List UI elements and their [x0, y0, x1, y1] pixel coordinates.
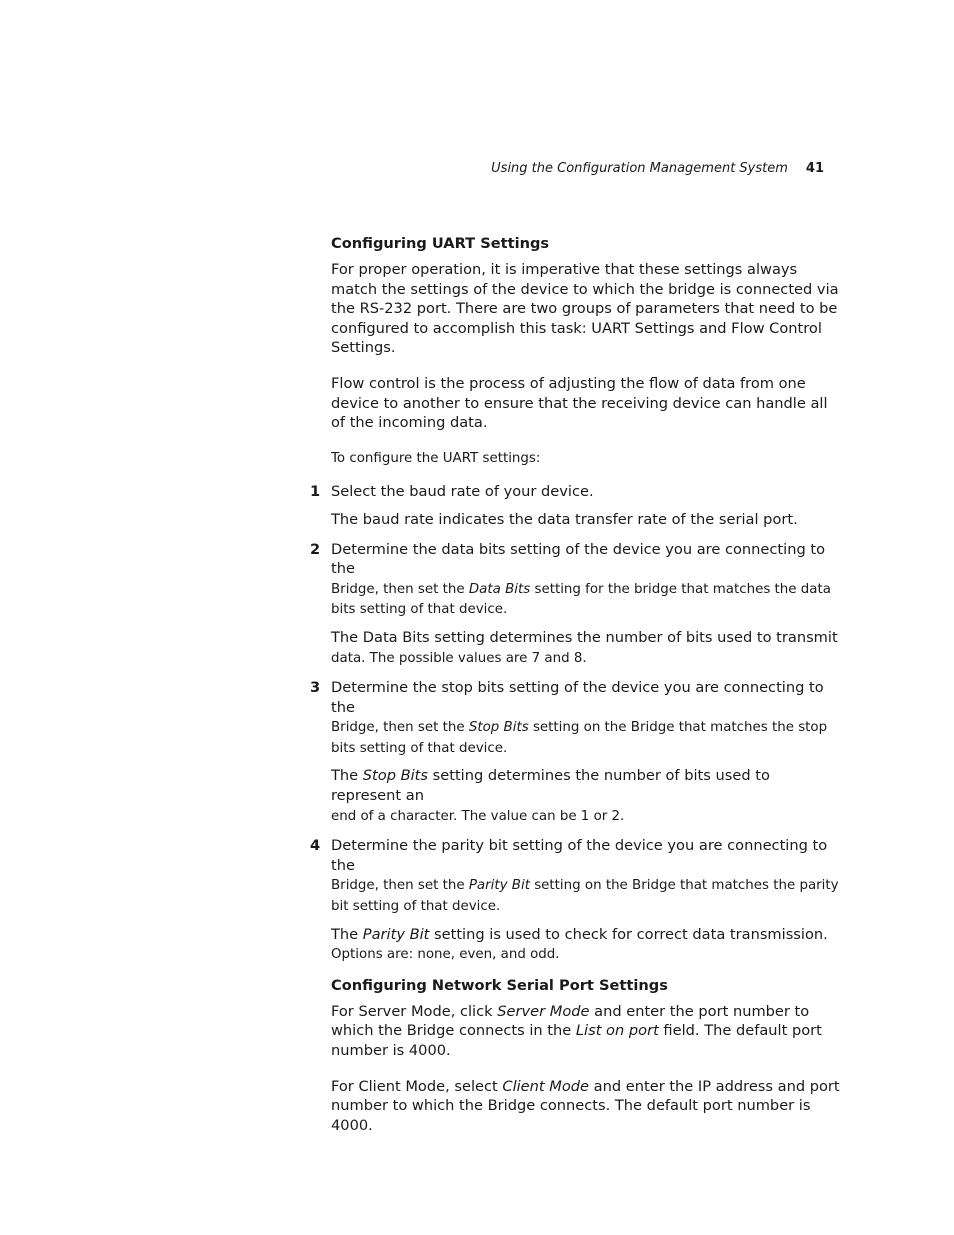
page-number: 41 [805, 161, 824, 176]
step-text: Select the baud rate of your device. [331, 483, 594, 501]
step-number: 3 [310, 679, 321, 697]
step-text: Determine the stop bits setting of the device you are connecting to the Bridge, then set the Stop Bits setting on the Bridge that matches the stop bits setting of that device. [331, 679, 828, 756]
step-description: The Data Bits setting determines the number of bits used to transmit data. The possible values are 7 and 8. [331, 628, 838, 666]
running-header [0, 159, 824, 179]
step-number: 2 [310, 540, 321, 558]
header-title: Using the Configuration Management System [491, 161, 788, 176]
step-1 [310, 482, 843, 529]
step-3 [310, 678, 843, 826]
step-text: Determine the data bits setting of the device you are connecting to the Bridge, then set the Data Bits setting for the bridge that matches the data bits setting of that device. [331, 540, 831, 618]
step-description: The Parity Bit setting is used to check for correct data transmission. Options are: none, even, and odd. [331, 925, 828, 963]
heading-uart-settings: Configuring UART Settings [331, 235, 550, 252]
step-text: Determine the parity bit setting of the device you are connecting to the Bridge, then set the Parity Bit setting on the Bridge that matches the parity bit setting of that device. [331, 837, 839, 915]
paragraph-client-mode: For Client Mode, select Client Mode and enter the IP address and port number to which the Bridge connects. The default port number is 4000. [331, 1077, 840, 1134]
paragraph-server-mode: For Server Mode, click Server Mode and enter the port number to which the Bridge connects in the List on port field. The default port number is 4000. [331, 1002, 822, 1059]
step-4 [310, 836, 843, 965]
procedure-intro: To configure the UART settings: [331, 450, 541, 466]
step-description: The baud rate indicates the data transfer rate of the serial port. [331, 510, 798, 528]
step-number: 1 [310, 483, 321, 501]
steps-list [310, 482, 843, 964]
paragraph-flow-control: Flow control is the process of adjusting the flow of data from one device to another to ensure that the receiving device can handle all of the incoming data. [331, 374, 828, 432]
step-2 [310, 540, 843, 669]
paragraph-proper-operation: For proper operation, it is imperative that these settings always match the settings of the device to which the bridge is connected via the RS-232 port. There are two groups of parameters that need to be configured to accomplish this task: UART Settings and Flow Control Settings. [331, 261, 839, 357]
step-description: The Stop Bits setting determines the number of bits used to represent an end of a character. The value can be 1 or 2. [331, 767, 770, 824]
page-content [310, 233, 843, 1151]
step-number: 4 [310, 837, 321, 855]
heading-network-serial-port: Configuring Network Serial Port Settings [331, 976, 668, 994]
